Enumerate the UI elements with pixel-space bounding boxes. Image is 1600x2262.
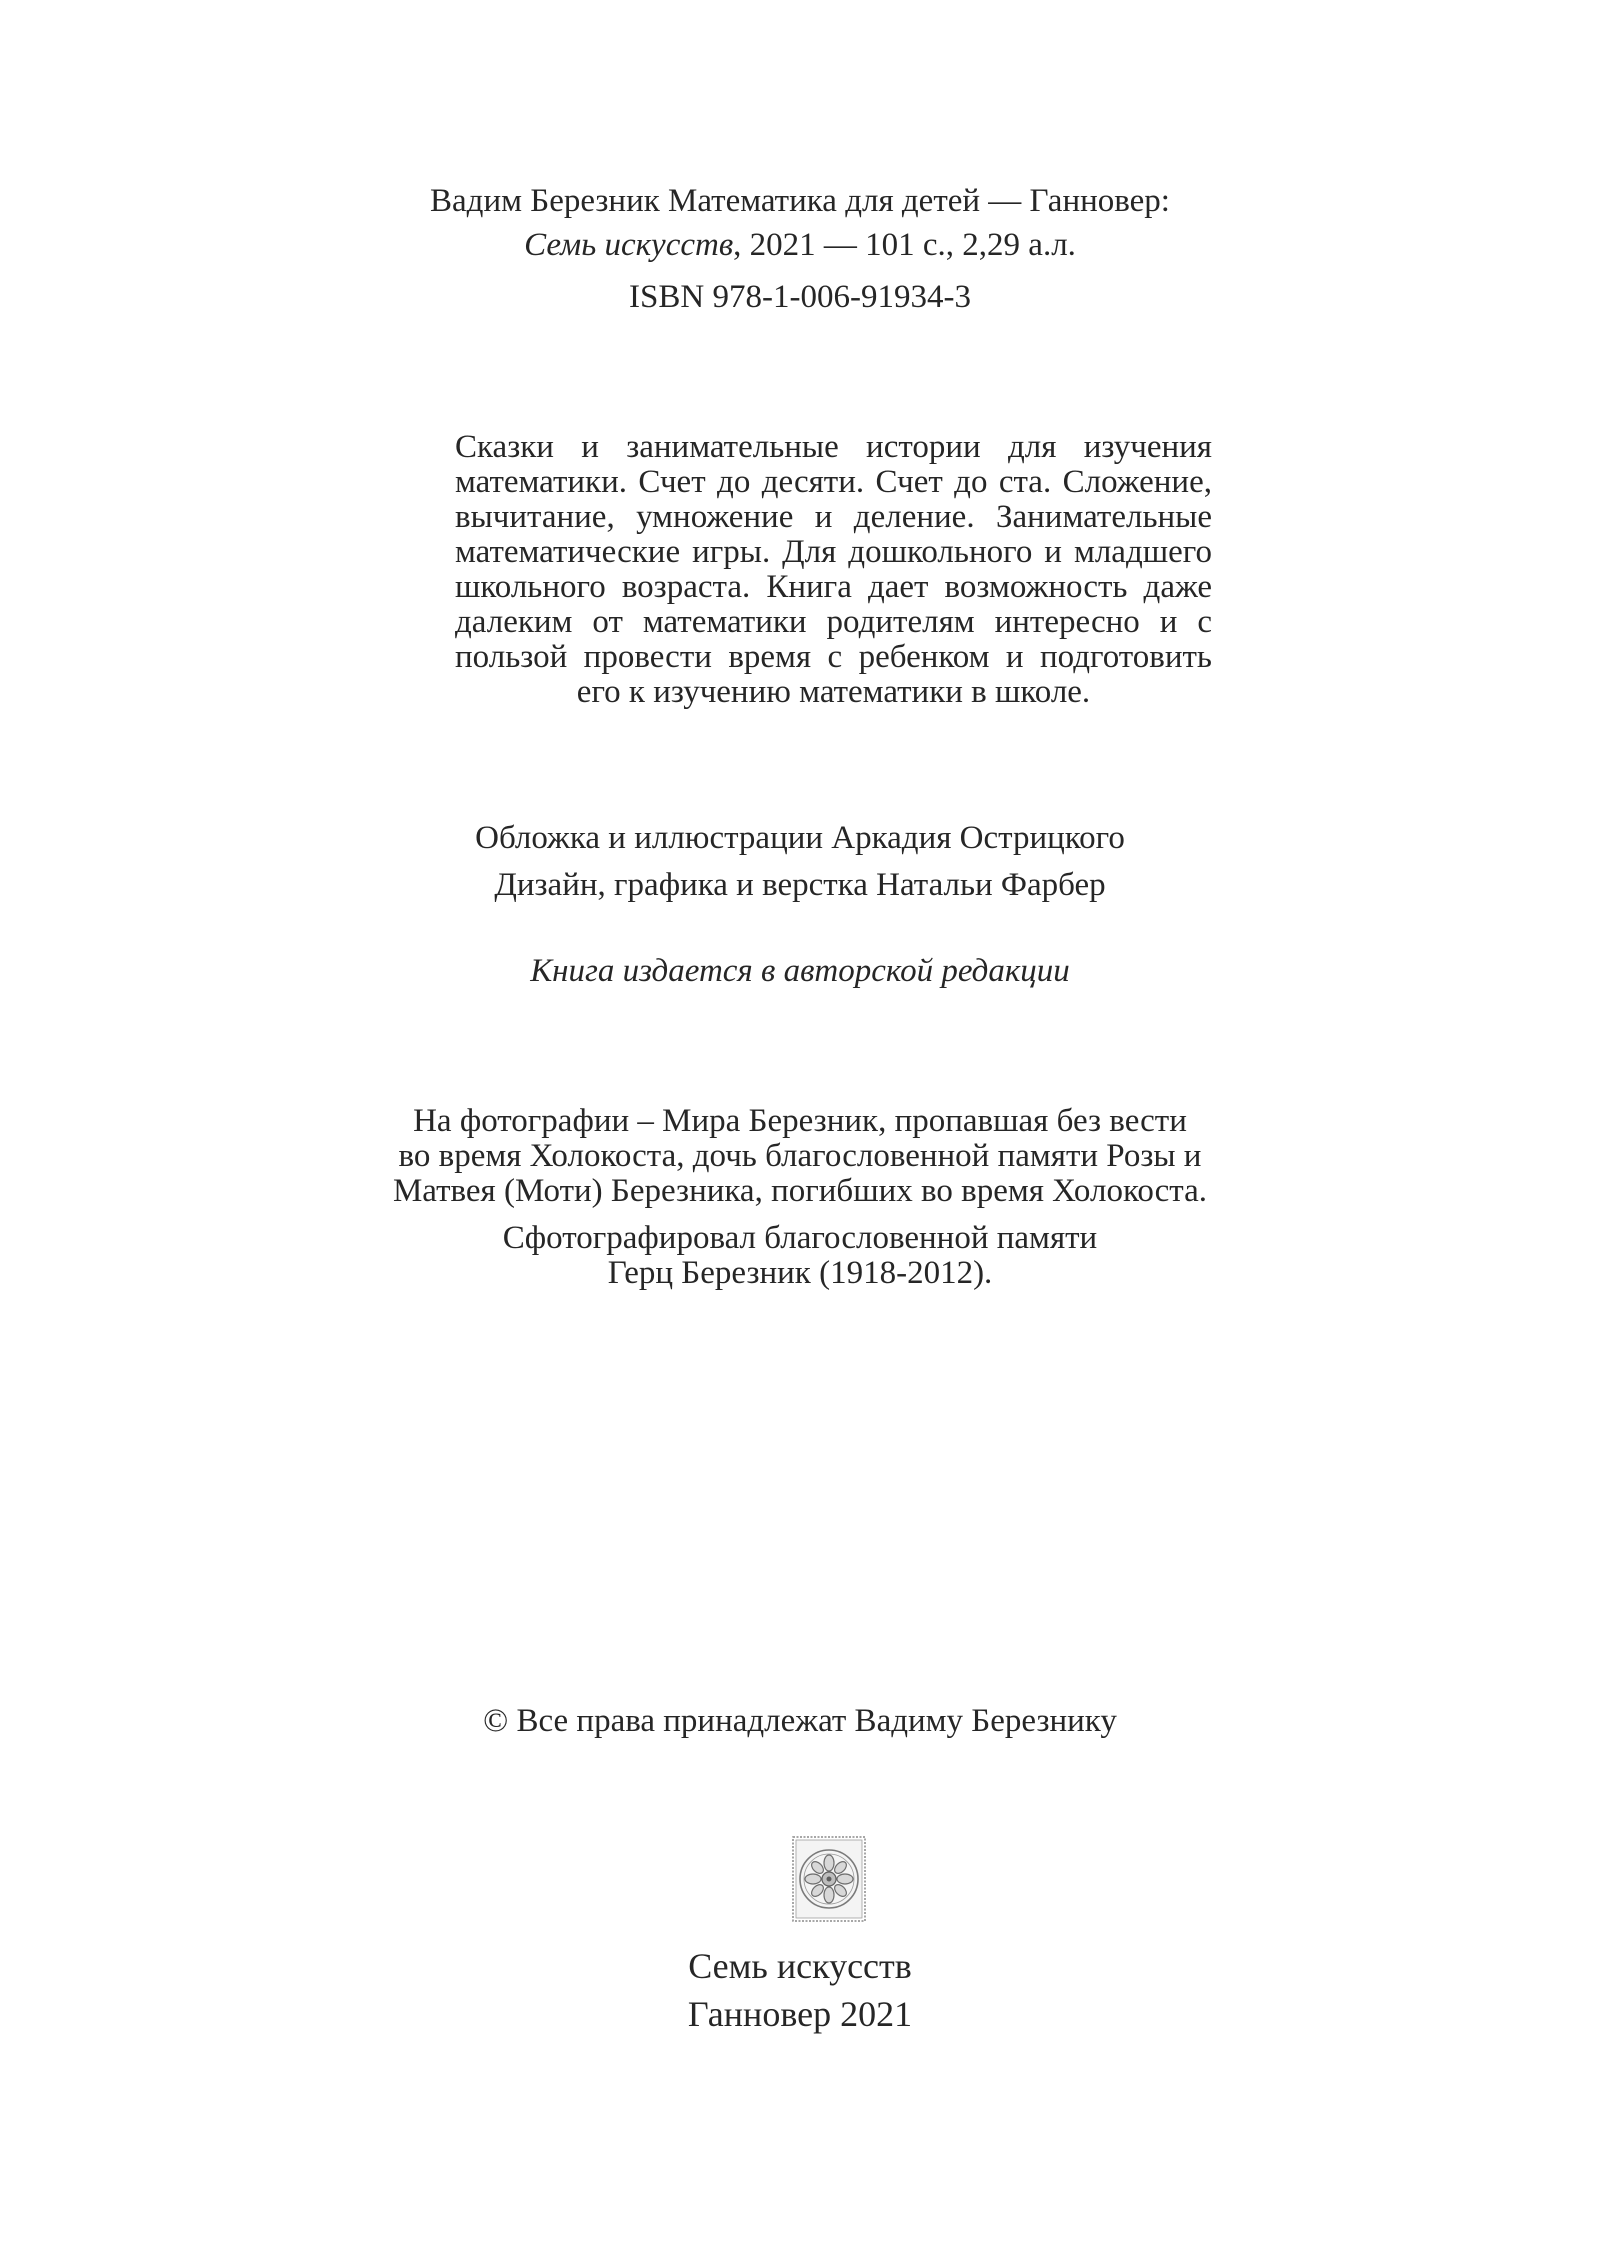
annotation-paragraph: Сказки и занимательные истории для изучения математики. Счет до десяти. Счет до ста. Сложение, вычитание, умножение и деление. Занимательные математические игры. Для дошкольного и младшего школьного возраста. Книга дает возможность даже далеким от математики родителям интересно и с пользой провести время с ребенком и подготовить его к изучению математики в школе. [455, 429, 1212, 710]
cover-credit: Обложка и иллюстрации Аркадия Острицкого [475, 820, 1125, 856]
imprint-publisher: Семь искусств [688, 1946, 912, 1986]
photo-caption-line-3: Матвея (Моти) Березника, погибших во время Холокоста. [392, 1173, 1208, 1209]
rosette-emblem-icon [792, 1836, 866, 1922]
photographer-line-1: Сфотографировал благословенной памяти [502, 1220, 1098, 1256]
photo-caption-line-2: во время Холокоста, дочь благословенной памяти Розы и [398, 1138, 1202, 1174]
photo-caption [0, 1105, 1600, 1292]
design-credit: Дизайн, графика и верстка Натальи Фарбер [494, 867, 1106, 903]
biblio-publisher-name: Семь искусств [524, 227, 734, 263]
bibliographic-record [0, 185, 1600, 325]
publisher-logo [792, 1836, 866, 1922]
biblio-year-pages: , 2021 — 101 с., 2,29 а.л. [733, 227, 1076, 263]
publisher-imprint [0, 1948, 1600, 2044]
isbn: ISBN 978-1-006-91934-3 [629, 279, 971, 315]
biblio-author-title: Вадим Березник Математика для детей — Ганновер: [430, 183, 1170, 219]
photo-caption-line-1: На фотографии – Мира Березник, пропавшая без вести [413, 1103, 1187, 1139]
photographer-line-2: Герц Березник (1918-2012). [607, 1255, 993, 1291]
edition-note: Книга издается в авторской редакции [530, 953, 1070, 989]
credits [0, 822, 1600, 916]
biblio-publisher-line [0, 229, 1600, 273]
imprint-city-year: Ганновер 2021 [687, 1994, 913, 2034]
copyright-notice: © Все права принадлежат Вадиму Березнику [483, 1703, 1117, 1739]
